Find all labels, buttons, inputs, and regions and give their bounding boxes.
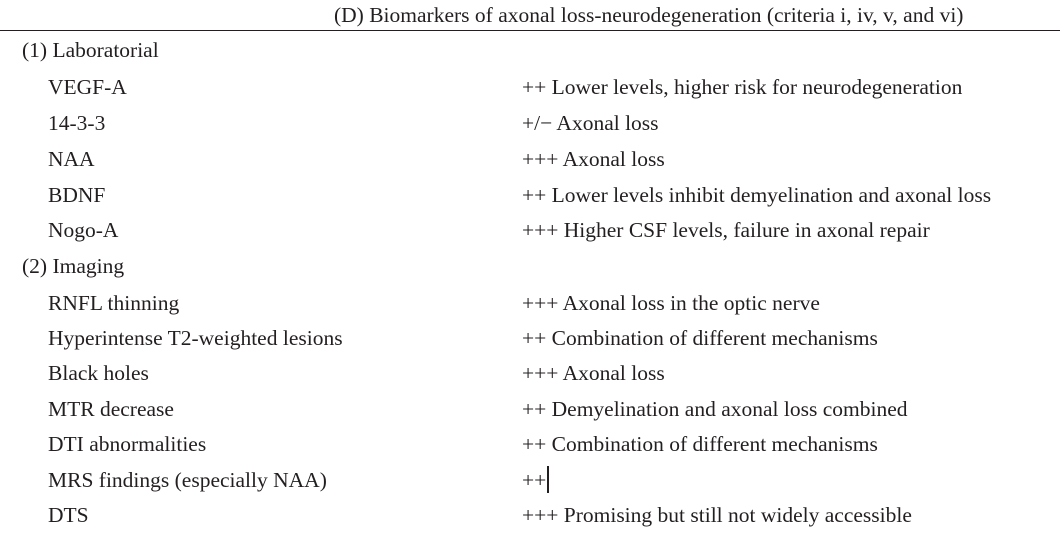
table-row [0,427,1060,461]
biomarker-name: DTI abnormalities [48,432,207,456]
biomarker-description: ++ Lower levels, higher risk for neurodegeneration [522,75,963,99]
table-row [0,70,1060,104]
biomarker-name: DTS [48,503,89,527]
biomarker-description: ++ Combination of different mechanisms [522,432,878,456]
biomarker-description[interactable] [522,463,549,497]
biomarker-name: BDNF [48,183,106,207]
section-label: (2) Imaging [22,254,125,278]
table-row [0,463,1060,497]
biomarker-description: +++ Promising but still not widely accessible [522,503,912,527]
table-title: (D) Biomarkers of axonal loss-neurodegeneration (criteria i, iv, v, and vi) [334,3,964,27]
table-row [0,498,1060,532]
biomarker-name: Nogo-A [48,218,119,242]
biomarker-description: ++ Demyelination and axonal loss combined [522,397,908,421]
biomarker-description: +++ Higher CSF levels, failure in axonal repair [522,218,930,242]
section-header-imaging [0,249,1060,283]
table-row [0,356,1060,390]
biomarker-name: Hyperintense T2-weighted lesions [48,326,343,350]
table-row [0,106,1060,140]
biomarker-description-text: ++ [522,468,547,492]
biomarker-description: +++ Axonal loss [522,361,665,385]
biomarker-description: +++ Axonal loss [522,147,665,171]
table-row [0,321,1060,355]
section-label: (1) Laboratorial [22,38,159,62]
biomarker-name: 14-3-3 [48,111,106,135]
biomarker-name: MTR decrease [48,397,174,421]
biomarker-description: +++ Axonal loss in the optic nerve [522,291,820,315]
table-row [0,178,1060,212]
text-cursor [547,466,549,493]
table-row [0,286,1060,320]
section-header-laboratorial [0,33,1060,67]
table-row [0,142,1060,176]
biomarker-description: ++ Combination of different mechanisms [522,326,878,350]
table-row [0,392,1060,426]
table-row [0,213,1060,247]
biomarker-name: NAA [48,147,95,171]
biomarker-description: +/− Axonal loss [522,111,659,135]
title-rule [0,30,1060,31]
biomarker-name: VEGF-A [48,75,127,99]
biomarker-name: MRS findings (especially NAA) [48,468,327,492]
biomarker-name: RNFL thinning [48,291,180,315]
biomarker-description: ++ Lower levels inhibit demyelination and axonal loss [522,183,992,207]
biomarker-name: Black holes [48,361,149,385]
